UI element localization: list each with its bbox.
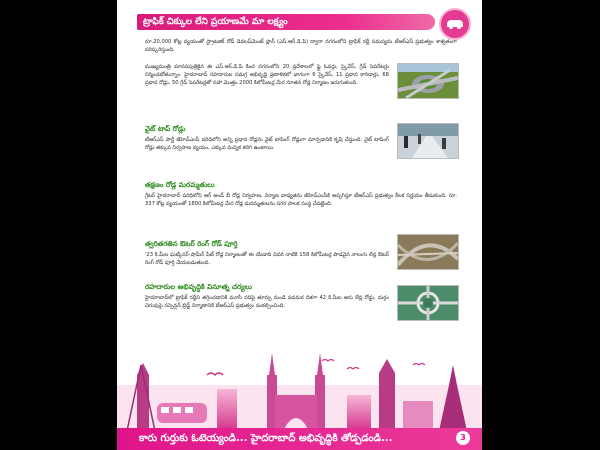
section-2-heading: వైట్ టాప్ రోడ్లు [145,125,186,133]
white-top-road-photo [397,123,459,159]
outer-ring-road-photo [397,234,459,270]
bridge-render-photo [397,285,459,321]
flyover-photo [397,63,459,99]
section-5-heading: రహదారుల అభివృద్ధికి వినూత్న చర్యలు [145,283,252,291]
section-2-text: టీఆర్ఎస్ పార్టీ జీహెచ్ఎంసీ పరిధిలోని అన్ని ప్రధాన రోడ్లను వైట్ టాపింగ్ రోడ్లుగా మార్చడానికి కృషి చేస్తుంది. వైట్ టాపింగ్ రోడ్లు తక్కువ నిర్వహణ వ్యయం, ఎక్కువ మన్నిక కలిగి ఉంటాయి. [145,137,389,152]
title-banner [137,14,435,30]
hyderabad-skyline-illustration [117,345,482,431]
section-5-text: హైదరాబాద్‌లో ట్రాఫిక్ రద్దీని తగ్గించడానికి మూసీ నదిపై తూర్పు నుండి పడమర దిశగా 42 కి.మీల ఆరు లేన్ల రోడ్డు, దుర్గం చెరువుపై సస్పెన్షన్ బ్రిడ్జ్ నిర్మాణానికి టీఆర్ఎస్ ప్రభుత్వం సంకల్పించింది. [145,295,389,310]
wheel-icon [449,25,453,29]
section-4-text: '23 కి.మీల ఘట్కేసర్-షామీర్ పేట్ రోడ్ల నిర్మాణంతో ఈ యేడాది చివరి నాటికి 158 కిలోమీటర్ల పొడవైన నాలుగు లేన్ల ఔటర్ రింగ్ రోడ్ పూర్తి చేయబడుతుంది. [145,252,389,267]
campaign-slogan: కారు గుర్తుకు ఓటెయ్యండి... హైదరాబాద్ అభివృద్ధికి తోడ్పడండి... [139,433,393,444]
slogan-bar [117,428,482,450]
page-number: 3 [456,431,470,445]
party-logo [439,8,471,40]
section-1-text: ముఖ్యమంత్రి మానసపుత్రికైన ఈ ఎస్.ఆర్.డి.పి కింద నగరంలోని 20 ప్రదేశాలలో ఫ్లై ఓవర్లు, స్కైవేస్, గ్రేడ్ సెపరేటర్లు నిర్మించబోతున్నాం. హైదరాబాద్ రహదారుల సమగ్ర అభివృద్ధి ప్రణాళికలో భాగంగా 6 స్కైవేస్, 11 ప్రధాన కారిడార్లు, 68 ప్రధాన రోడ్లు, 50 గ్రేడ్ సెపరేటర్లతో సహా మొత్తం 2000 కిలోమీటర్ల మేర నూతన రోడ్ల నిర్మాణం జరుగుతుంది. [145,64,389,87]
intro-paragraph: రూ.20,000 కోట్ల వ్యయంతో స్ట్రాటజిక్ రోడ్ డెవలప్‌మెంట్ ప్లాన్ (ఎస్.ఆర్.డి.పి) ద్వారా నగరంలోని ట్రాఫిక్ రద్దీ సమస్యను టీఆర్ఎస్ ప్రభుత్వం శాశ్వతంగా పరిష్కరిస్తుంది. [145,39,457,54]
section-3-text: గ్రేటర్ హైదరాబాద్ పరిధిలోని ఆర్ అండ్ బీ రోడ్ల నిర్వహణ, నిర్మాణ బాధ్యతను జీహెచ్ఎంసీకి అప్పగిస్తూ టీఆర్ఎస్ ప్రభుత్వం కీలక నిర్ణయం తీసుకుంది. రూ. 337 కోట్ల వ్యయంతో 1800 కిలోమీటర్ల మేర రోడ్ల మరమ్మతులను సగర పాలక సంస్థ చేపట్టింది. [145,193,457,208]
section-3-heading: తక్షణం రోడ్ల మరమ్మతులు [145,181,215,189]
section-4-heading: త్వరితగతిన ఔటర్ రింగ్ రోడ్ పూర్తి [145,240,238,248]
banner-title: ట్రాఫిక్ చిక్కుల లేని ప్రయాణమే మా లక్ష్యం [143,17,288,27]
wheel-icon [457,25,461,29]
manifesto-page [117,0,482,450]
